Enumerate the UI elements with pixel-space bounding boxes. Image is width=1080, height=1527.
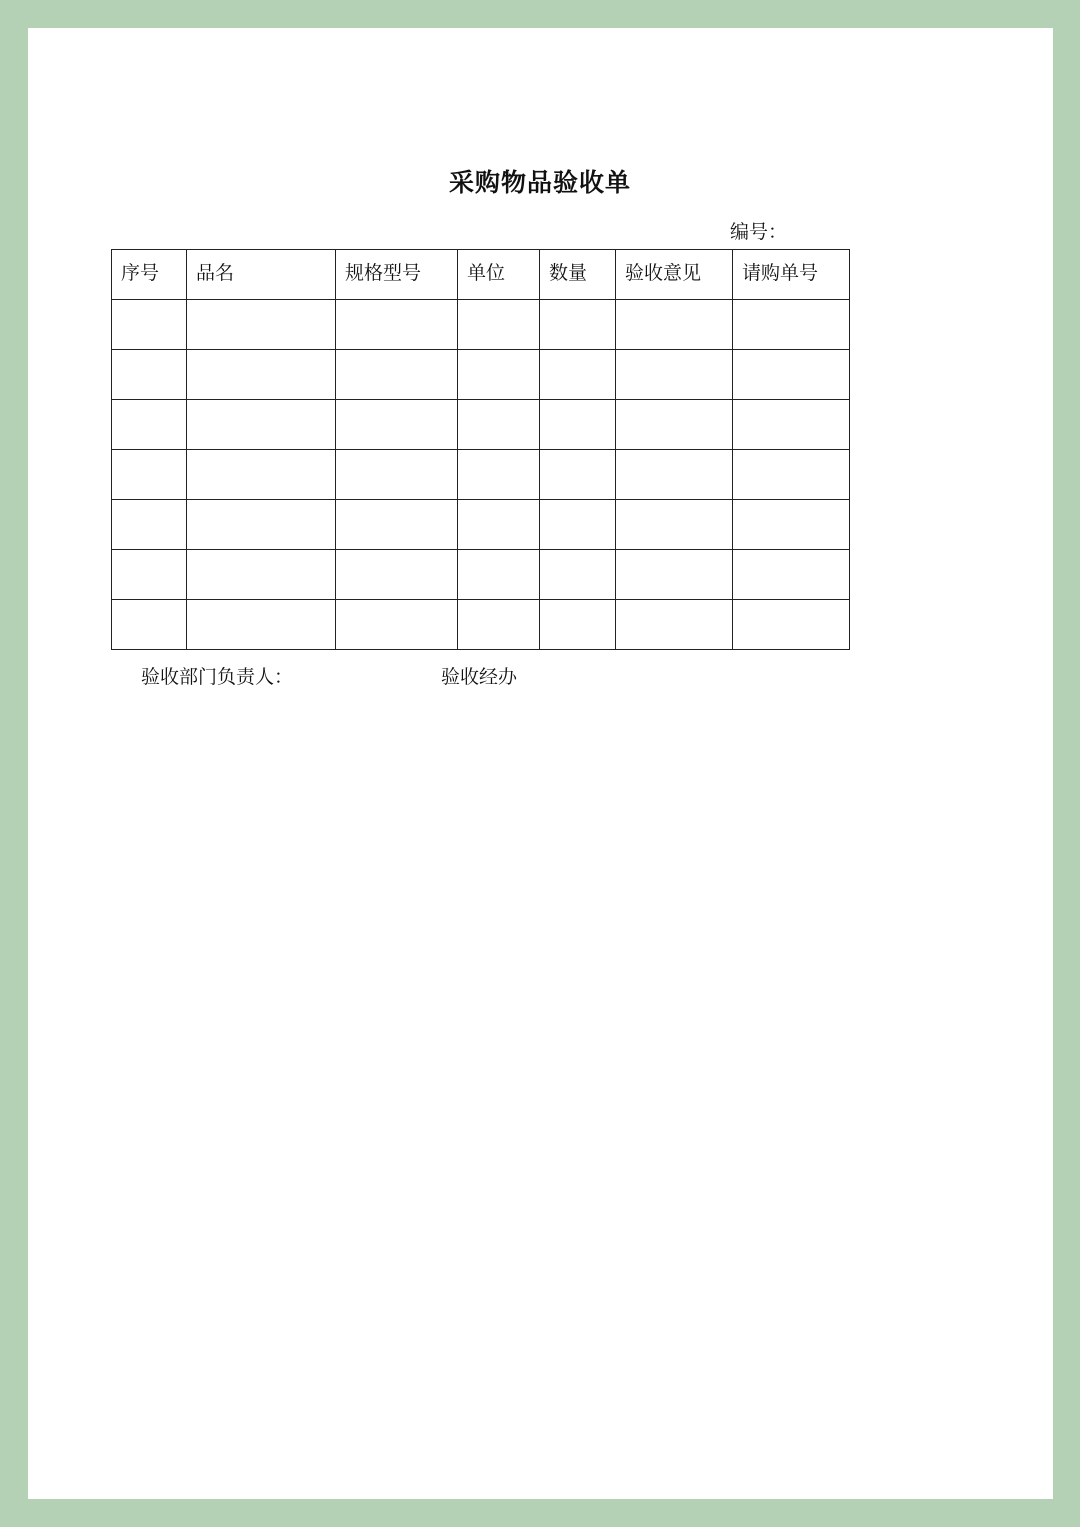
dept-head-label: 验收部门负责人： xyxy=(141,666,294,688)
table-cell[interactable] xyxy=(733,550,850,600)
table-cell[interactable] xyxy=(336,550,458,600)
table-cell[interactable] xyxy=(458,400,540,450)
table-cell[interactable] xyxy=(733,500,850,550)
table-cell[interactable] xyxy=(733,450,850,500)
table-row xyxy=(112,350,850,400)
table-body xyxy=(112,300,850,650)
table-cell[interactable] xyxy=(187,350,336,400)
table-cell[interactable] xyxy=(187,300,336,350)
table-cell[interactable] xyxy=(458,600,540,650)
table-cell[interactable] xyxy=(540,300,616,350)
table-cell[interactable] xyxy=(616,400,733,450)
table-cell[interactable] xyxy=(616,500,733,550)
table-cell[interactable] xyxy=(540,350,616,400)
table-cell[interactable] xyxy=(616,350,733,400)
header-unit: 单位 xyxy=(458,250,540,300)
table-row xyxy=(112,550,850,600)
table-row xyxy=(112,450,850,500)
table-cell[interactable] xyxy=(733,350,850,400)
table-cell[interactable] xyxy=(540,500,616,550)
table-cell[interactable] xyxy=(616,550,733,600)
table-cell[interactable] xyxy=(616,300,733,350)
table-row xyxy=(112,600,850,650)
table-cell[interactable] xyxy=(187,450,336,500)
header-serial: 序号 xyxy=(112,250,187,300)
table-cell[interactable] xyxy=(336,450,458,500)
table-row xyxy=(112,400,850,450)
table-cell[interactable] xyxy=(112,350,187,400)
table-cell[interactable] xyxy=(187,550,336,600)
table-cell[interactable] xyxy=(336,600,458,650)
table-header-row xyxy=(112,250,850,300)
table-cell[interactable] xyxy=(112,550,187,600)
header-spec-model: 规格型号 xyxy=(336,250,458,300)
header-requisition-number: 请购单号 xyxy=(733,250,850,300)
header-item-name: 品名 xyxy=(187,250,336,300)
table-cell[interactable] xyxy=(540,600,616,650)
table-cell[interactable] xyxy=(112,400,187,450)
header-acceptance-opinion: 验收意见 xyxy=(616,250,733,300)
table-cell[interactable] xyxy=(458,450,540,500)
table-cell[interactable] xyxy=(540,400,616,450)
table-cell[interactable] xyxy=(187,400,336,450)
table-cell[interactable] xyxy=(336,300,458,350)
table-cell[interactable] xyxy=(112,600,187,650)
table-cell[interactable] xyxy=(616,600,733,650)
table-cell[interactable] xyxy=(540,450,616,500)
table-cell[interactable] xyxy=(336,500,458,550)
table-cell[interactable] xyxy=(187,500,336,550)
document-title: 采购物品验收单 xyxy=(448,168,631,197)
table-cell[interactable] xyxy=(112,500,187,550)
table-cell[interactable] xyxy=(733,300,850,350)
table-cell[interactable] xyxy=(112,450,187,500)
table-cell[interactable] xyxy=(458,350,540,400)
table-cell[interactable] xyxy=(187,600,336,650)
table-cell[interactable] xyxy=(336,350,458,400)
table-cell[interactable] xyxy=(458,500,540,550)
table-cell[interactable] xyxy=(540,550,616,600)
table-cell[interactable] xyxy=(112,300,187,350)
acceptance-table xyxy=(111,249,850,650)
table-cell[interactable] xyxy=(458,300,540,350)
handler-label: 验收经办 xyxy=(441,666,518,688)
table-cell[interactable] xyxy=(336,400,458,450)
table-row xyxy=(112,300,850,350)
table-cell[interactable] xyxy=(616,450,733,500)
table-row xyxy=(112,500,850,550)
number-label: 编号： xyxy=(730,221,788,243)
table-cell[interactable] xyxy=(733,600,850,650)
table-cell[interactable] xyxy=(458,550,540,600)
table-cell[interactable] xyxy=(733,400,850,450)
header-quantity: 数量 xyxy=(540,250,616,300)
